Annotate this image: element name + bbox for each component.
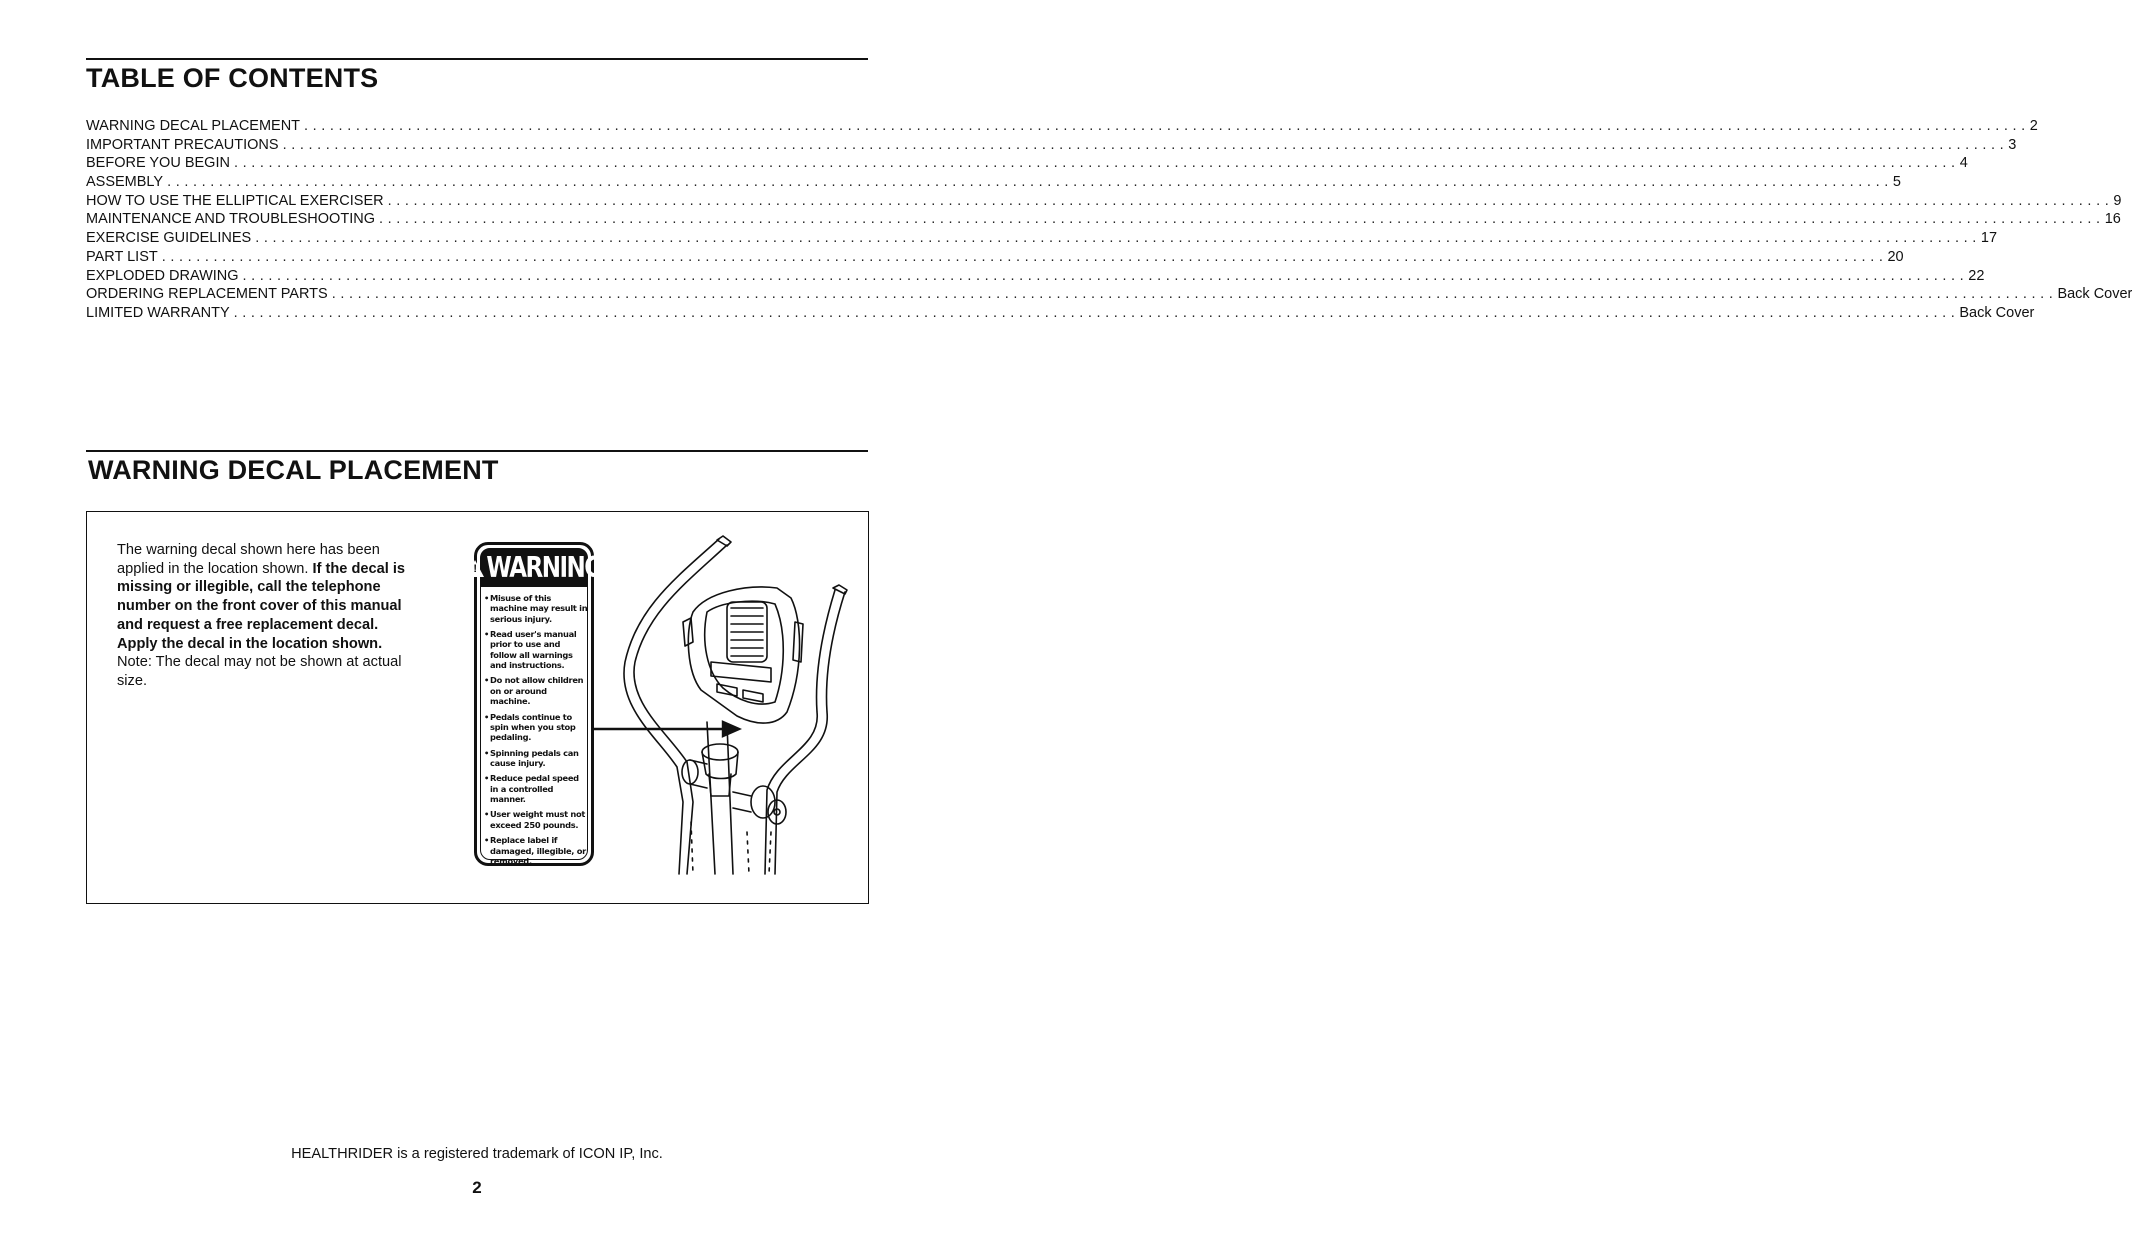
toc-entry-page: 4: [1959, 155, 1968, 172]
warning-item: • Read user's manual prior to use and follow all warnings and instructions.: [484, 629, 588, 670]
toc-entry-page: 22: [1968, 267, 1985, 284]
page-number: 2: [472, 1178, 482, 1197]
toc-leader: ........................................................................................................................................................................................................: [233, 304, 1960, 321]
warning-header: [473, 549, 602, 587]
toc-entry-page: 2: [2029, 118, 2038, 134]
toc-entry[interactable]: [86, 173, 1901, 192]
toc-entry[interactable]: [86, 117, 2038, 136]
toc-entry-title: HOW TO USE THE ELLIPTICAL EXERCISER: [86, 192, 384, 209]
toc-entry-page: 20: [1887, 248, 1904, 265]
warning-items: [484, 593, 588, 871]
toc-leader: ........................................................................................................................................................................................................: [378, 211, 2105, 228]
toc-entry[interactable]: [86, 248, 1904, 267]
toc-entry-title: MAINTENANCE AND TROUBLESHOOTING: [86, 211, 375, 228]
toc-entry-page: 5: [1892, 174, 1901, 191]
toc-entry-title: WARNING DECAL PLACEMENT: [86, 118, 301, 134]
warning-item: • Spinning pedals can cause injury.: [484, 748, 588, 769]
toc-leader: ........................................................................................................................................................................................................: [331, 286, 2058, 303]
warning-item: • Pedals continue to spin when you stop pedaling.: [484, 712, 588, 743]
toc-entry-title: ASSEMBLY: [86, 174, 164, 191]
toc-leader: ........................................................................................................................................................................................................: [387, 192, 2114, 209]
warning-section-title: WARNING DECAL PLACEMENT: [88, 455, 499, 485]
toc-title: TABLE OF CONTENTS: [86, 63, 379, 93]
trademark-notice: HEALTHRIDER is a registered trademark of ICON IP, Inc.: [291, 1146, 663, 1162]
toc-leader: ........................................................................................................................................................................................................: [255, 230, 1981, 247]
toc-top-rule: [86, 58, 868, 60]
warning-triangle-icon: !: [466, 560, 484, 577]
toc-entry[interactable]: [86, 192, 2122, 211]
description-bold: If the decal is missing or illegible, call the telephone number on the front cover of this manual and request a free replacement decal. Apply the decal in the location shown.: [117, 560, 405, 652]
toc-leader: ........................................................................................................................................................................................................: [282, 136, 2009, 153]
warning-decal: [473, 542, 602, 866]
toc-entry-title: PART LIST: [86, 248, 158, 265]
description-intro: The warning decal shown here has been applied in the location shown.: [117, 542, 380, 577]
warning-title: WARNING: [486, 551, 602, 585]
warning-item: • Do not allow children on or around machine.: [484, 675, 588, 706]
toc-entry[interactable]: [86, 229, 1998, 248]
toc-entry-page: 17: [1980, 230, 1998, 247]
toc-entry[interactable]: [86, 210, 2121, 229]
warning-item: • User weight must not exceed 250 pounds.: [484, 809, 588, 830]
description-note: Note: The decal may not be shown at actual size.: [117, 654, 402, 689]
warning-section-rule: [86, 450, 868, 452]
toc-entry[interactable]: [86, 136, 2017, 155]
toc-entry-page: 9: [2113, 192, 2122, 209]
toc-entry-page: Back Cover: [1959, 304, 2035, 321]
toc-entry-title: ORDERING REPLACEMENT PARTS: [86, 286, 328, 303]
toc-entry[interactable]: [86, 267, 1985, 286]
toc-entry[interactable]: [86, 304, 2035, 323]
toc-entry-page: 3: [2008, 136, 2017, 153]
toc-entry-title: IMPORTANT PRECAUTIONS: [86, 136, 279, 153]
toc-entry[interactable]: [86, 285, 2132, 304]
warning-decal-box: [86, 511, 869, 904]
warning-item: • Reduce pedal speed in a controlled manner.: [484, 773, 588, 804]
toc-entry-page: 16: [2104, 211, 2121, 228]
toc-leader: ........................................................................................................................................................................................................: [161, 248, 1888, 265]
toc-entry-title: EXERCISE GUIDELINES: [86, 230, 252, 247]
toc-entry-title: LIMITED WARRANTY: [86, 304, 230, 321]
warning-item: • Replace label if damaged, illegible, or removed.: [484, 835, 588, 866]
toc-leader: ........................................................................................................................................................................................................: [242, 267, 1969, 284]
toc-entry-title: BEFORE YOU BEGIN: [86, 155, 230, 172]
toc-leader: ........................................................................................................................................................................................................: [233, 155, 1960, 172]
toc-entry[interactable]: [86, 154, 1968, 173]
warning-item: • Misuse of this machine may result in serious injury.: [484, 593, 588, 624]
toc-leader: ........................................................................................................................................................................................................: [167, 174, 1893, 191]
toc-entry-page: Back Cover: [2057, 286, 2132, 303]
toc-leader: ........................................................................................................................................................................................................: [304, 118, 2030, 134]
toc-list: [86, 117, 2132, 323]
toc-entry-title: EXPLODED DRAWING: [86, 267, 239, 284]
